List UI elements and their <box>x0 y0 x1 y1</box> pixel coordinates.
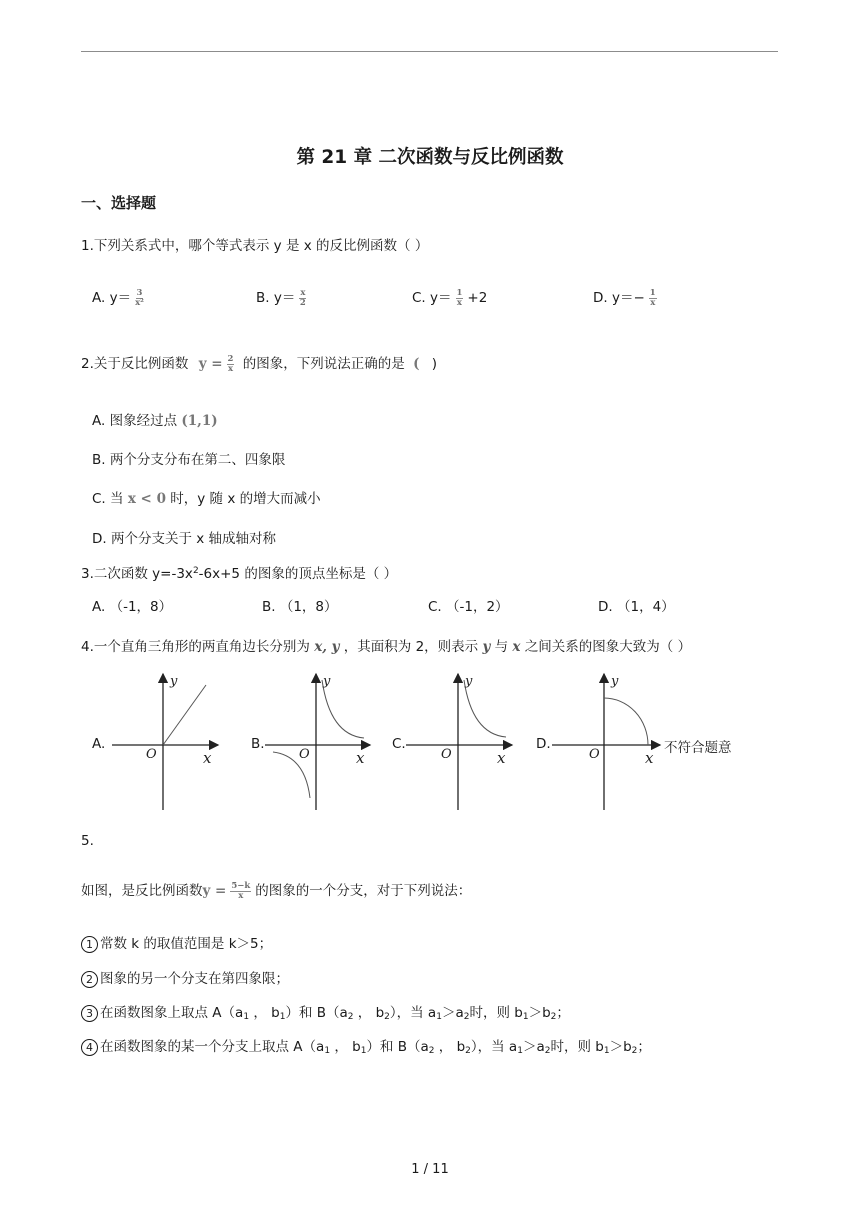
q4-a-origin: O <box>146 747 157 762</box>
q3-option-b: B. （1，8） <box>262 599 338 615</box>
q4-a-x-label: x <box>203 749 212 767</box>
q4-graph-c <box>406 674 512 810</box>
q4-graph-d <box>552 674 660 810</box>
q2-option-a: A. 图象经过点 (1,1) <box>92 413 218 429</box>
q2-option-c: C. 当 x < 0 时，y 随 x 的增大而减小 <box>92 491 321 507</box>
page-title: 第 21 章 二次函数与反比例函数 <box>296 147 564 168</box>
q4-c-origin: O <box>441 747 452 762</box>
q4-d-y-label: y <box>611 674 619 689</box>
q2-option-b: B. 两个分支分布在第二、四象限 <box>92 452 286 468</box>
q3-option-d: D. （1，4） <box>598 599 675 615</box>
q4-c-y-label: y <box>465 674 473 689</box>
q1-option-b: B. y＝ $\frac{x}{2}$ <box>256 287 306 308</box>
section-heading: 一、选择题 <box>81 194 157 212</box>
q2-fraction: $\frac{2}{x}$ <box>227 353 234 374</box>
q4-a-y-label: y <box>170 674 178 689</box>
q4-label-b: B. <box>251 736 265 752</box>
q4-graph-a <box>112 674 218 810</box>
q5-fraction: $\frac{5-k}{x}$ <box>231 880 251 901</box>
q3-option-c: C. （-1，2） <box>428 599 509 615</box>
q4-stem: 4.一个直角三角形的两直角边长分别为 x, y ，其面积为 2，则表示 y 与 x 之间关系的图象大致为（ ） <box>81 639 692 655</box>
q1-stem: 1.下列关系式中，哪个等式表示 y 是 x 的反比例函数（ ） <box>81 238 429 254</box>
q2-stem: 2.关于反比例函数 y = $\frac{2}{x}$ 的图象，下列说法正确的是 ( ) <box>81 353 438 374</box>
q1-c-fraction: $\frac{1}{x}$ <box>456 287 463 308</box>
q5-number: 5. <box>81 833 94 849</box>
q1-option-d: D. y＝− $\frac{1}{x}$ <box>593 287 656 308</box>
q1-d-fraction: $\frac{1}{x}$ <box>649 287 656 308</box>
q4-label-c: C. <box>392 736 406 752</box>
q3-option-a: A. （-1，8） <box>92 599 173 615</box>
q5-statement-4: 4 在函数图象的某一个分支上取点 $A(a_1$ ， $b_1$）和 $B(a_2$ ， $b_2$），当 $a_1>a_2$时，则 $b_1>b_2$； <box>81 1035 651 1056</box>
header-rule <box>81 51 778 52</box>
q4-b-x-label: x <box>356 749 365 767</box>
q5-statement-2: 2 图象的另一个分支在第四象限； <box>81 967 289 988</box>
q4-label-a: A. <box>92 736 106 752</box>
q4-c-x-label: x <box>497 749 506 767</box>
q2-option-d: D. 两个分支关于 x 轴成轴对称 <box>92 531 277 547</box>
q4-graph-b <box>265 674 370 810</box>
q5-statement-3: 3 在函数图象上取点 $A(a_1$ ， $b_1$）和 $B(a_2$ ， $b_2$），当 $a_1>a_2$时，则 $b_1>b_2$； <box>81 1001 570 1022</box>
q4-b-y-label: y <box>323 674 331 689</box>
q4-d-origin: O <box>589 747 600 762</box>
q5-statement-1: 1 常数 k 的取值范围是 k＞5； <box>81 932 272 953</box>
page-number: 1 / 11 <box>411 1162 449 1177</box>
q4-b-origin: O <box>299 747 310 762</box>
q3-stem: 3.二次函数 $y=-3x^2-6x+5$ 的图象的顶点坐标是（ ） <box>81 566 398 582</box>
q1-b-fraction: $\frac{x}{2}$ <box>299 287 306 308</box>
q1-a-fraction: $\frac{3}{\text{x²}}$ <box>135 287 144 308</box>
q4-d-x-label: x <box>645 749 654 767</box>
q4-d-note: 不符合题意 <box>664 740 732 756</box>
q4-label-d: D. <box>536 736 551 752</box>
q1-option-c: C. y＝ $\frac{1}{x}$ +2 <box>412 287 488 308</box>
q1-option-a: A. y＝ $\frac{3}{\text{x²}}$ <box>92 287 144 308</box>
q5-intro: 如图，是反比例函数y = $\frac{5-k}{x}$ 的图象的一个分支，对于下列说法： <box>81 880 472 901</box>
